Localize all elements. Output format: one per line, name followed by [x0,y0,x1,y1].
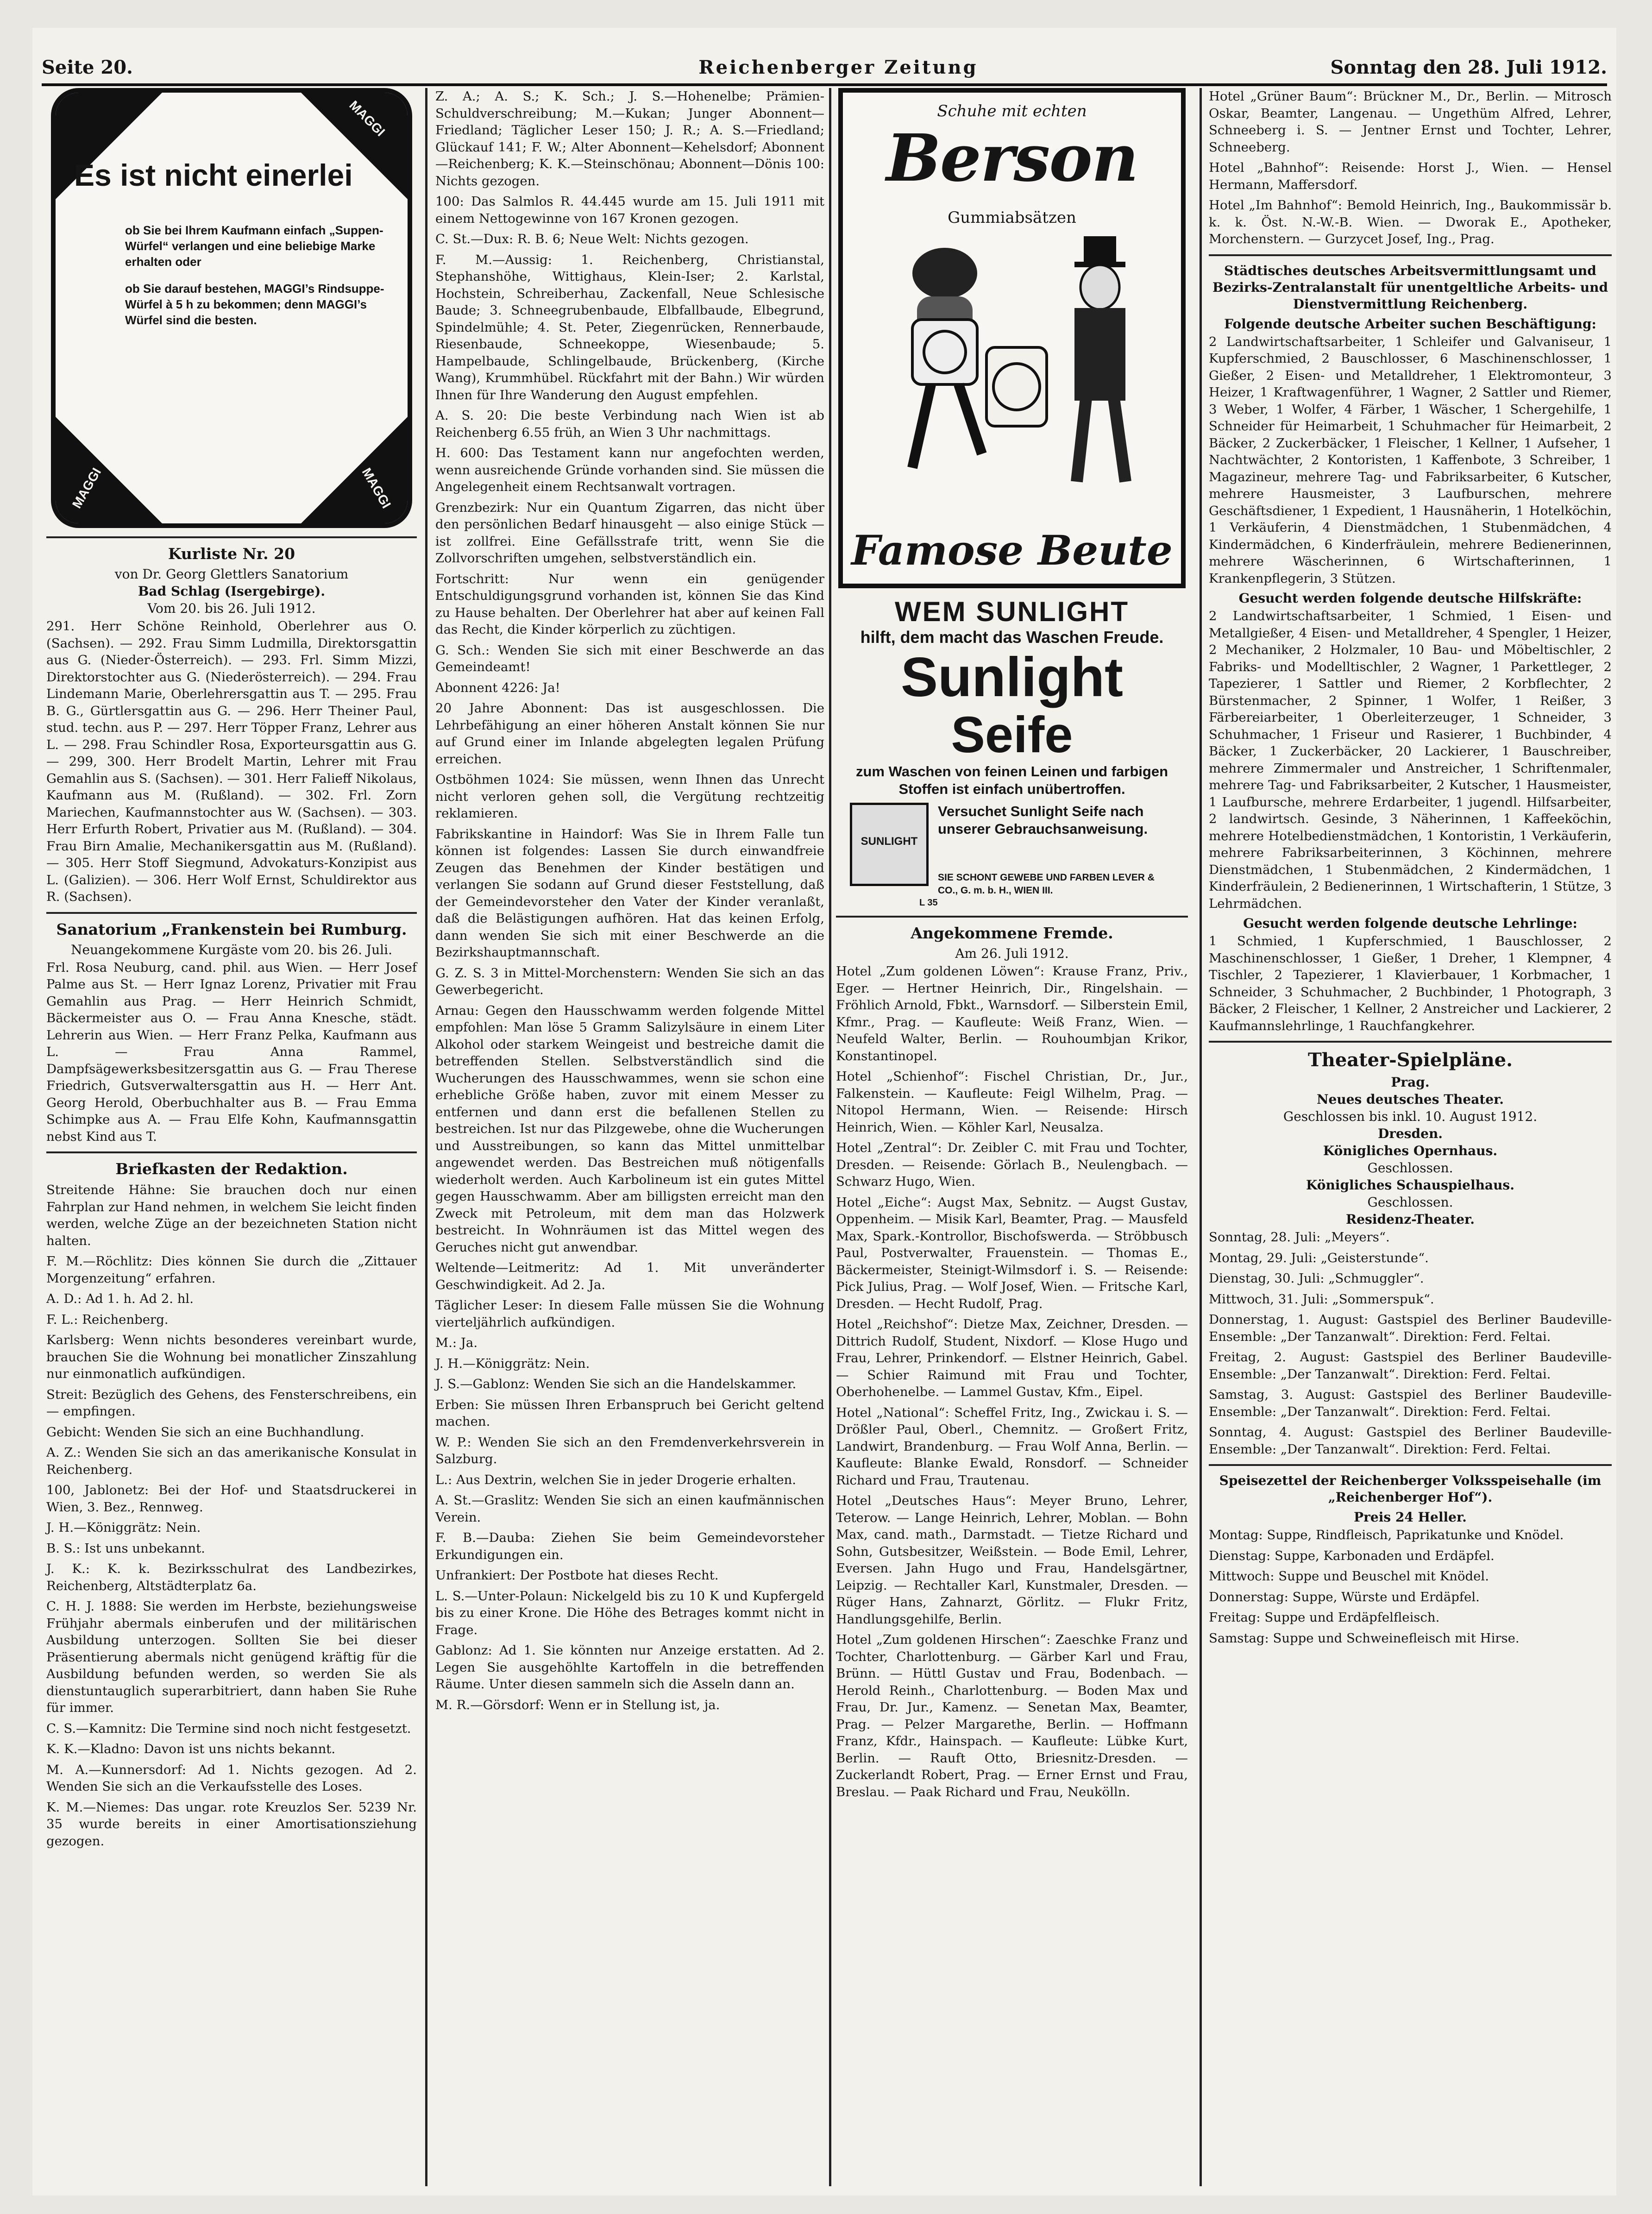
speise-entry: Freitag: Suppe und Erdäpfelfleisch. [1209,1610,1440,1625]
hilfs-lead: Gesucht werden folgende deutsche Hilfskräfte: [1238,591,1582,606]
soap-package-icon [850,803,929,886]
briefkasten-entry: 100, Jablonetz: Bei der Hof- und Staatsdruckerei in Wien, 3. Bez., Rennweg. [46,1483,417,1515]
sunlight-claim: zum Waschen von feinen Leinen und farbigen Stoffen ist einfach unübertroffen. [855,763,1168,797]
sunlight-company: SIE SCHONT GEWEBE UND FARBEN LEVER & CO., G. m. b. H., WIEN III. [938,872,1155,896]
briefkasten-entry: L. S.—Unter-Polaun: Nickelgeld bis zu 10 K und Kupfergeld bis zu einer Krone. Die Höhe des Betrages kommt nicht in Frage. [435,1588,824,1637]
maggi-body-line: ob Sie darauf bestehen, MAGGI’s Rindsuppe-Würfel à 5 h zu bekommen; denn MAGGI’s Würfel sind die besten. [125,282,384,327]
briefkasten-entry: L.: Aus Dextrin, welchen Sie in jeder Drogerie erhalten. [435,1472,797,1487]
briefkasten-entry: F. M.—Röchlitz: Dies können Sie durch die „Zittauer Morgenzeitung“ erfahren. [46,1254,417,1286]
hotel-entry: Hotel „Bahnhof“: Reisende: Horst J., Wien. — Hensel Hermann, Maffersdorf. [1209,160,1612,192]
sanatorium-text: Frl. Rosa Neuburg, cand. phil. aus Wien. — Herr Josef Palme aus St. — Herr Ignaz Lorenz, Privatier mit Frau Gemahlin aus Prag. — Herr Heinrich Schmidt, Bäckermeister aus O. — Frau Anna Knesche, städt. Lehrerin aus Wien. — Herr Franz Pelka, Kaufmann aus L. — Frau Anna Rammel, Dampfsägewerksbesitzersgattin aus G. — Frau Therese Friedrich, Gutsverwaltersgattin aus H. — Herr Ant. Georg Herold, Oberbuchhalter aus B. — Frau Emma Schimpke aus A. — Frau Elfe Kohn, Kaufmannsgattin nebst Kind aus T. [46,960,417,1144]
briefkasten-entry: J. H.—Königgrätz: Nein. [46,1520,201,1535]
maggi-body-line: ob Sie bei Ihrem Kaufmann einfach „Suppen-Würfel“ verlangen und eine beliebige Marke erhalten oder [125,223,383,269]
maggi-corner [301,417,408,523]
maggi-logo: MAGGI [346,98,388,139]
maggi-logo: MAGGI [69,465,104,511]
hotel-entry: Hotel „Zum goldenen Löwen“: Krause Franz, Priv., Eger. — Hertner Heinrich, Dir., Ringelshain. — Fröhlich Arnold, Fbkt., Warnsdorf. — Silberstein Emil, Kfmr., Prag. — Kaufleute: Weiß Franz, Wien. — Neufeld Walter, Berlin. — Rouhoumbjan Krikor, Konstantinopel. [836,964,1188,1063]
column-4 [1209,88,1612,1650]
theater-line: Königliches Schauspielhaus. [1306,1177,1514,1193]
sunlight-subline: hilft, dem macht das Waschen Freude. [860,628,1164,647]
briefkasten-entry: Abonnent 4226: Ja! [435,680,560,695]
theater-line: Geschlossen bis inkl. 10. August 1912. [1283,1109,1538,1124]
theater-line: Königliches Opernhaus. [1323,1143,1498,1158]
divider [46,536,417,538]
briefkasten-entry: C. St.—Dux: R. B. 6; Neue Welt: Nichts gezogen. [435,232,749,246]
speise-entry: Donnerstag: Suppe, Würste und Erdäpfel. [1209,1589,1480,1604]
maggi-advertisement [51,88,412,528]
briefkasten-entry: Fabrikskantine in Haindorf: Was Sie in Ihrem Falle tun können ist folgendes: Lassen Sie durch einwandfreie Zeugen das Benehmen der Kinder bestätigen und verlangen Sie sodann auf Grund dieser Feststellung, daß der Gemeindevorsteher den Vater der Kinder veranlaßt, daß die Belästigungen aufhören. Hat das keinen Erfolg, dann wenden Sie sich mit einer Beschwerde an die Bezirkshauptmannschaft. [435,826,824,960]
divider [46,912,417,914]
kurliste-title: Kurliste Nr. 20 [168,545,295,563]
sunlight-headline: WEM SUNLIGHT [895,596,1129,627]
berson-sub: Gummiabsätzen [948,208,1076,227]
speise-entry: Samstag: Suppe und Schweinefleisch mit Hirse. [1209,1630,1520,1646]
divider [1209,254,1612,256]
briefkasten-entry: F. L.: Reichenberg. [46,1312,169,1327]
briefkasten-entry: J. S.—Gablonz: Wenden Sie sich an die Handelskammer. [435,1377,797,1391]
maggi-body [125,222,384,328]
column-rule [425,88,427,2186]
briefkasten-entry: A. S. 20: Die beste Verbindung nach Wien ist ab Reichenberg 6.55 früh, an Wien 3 Uhr nachmittags. [435,408,824,440]
briefkasten-entry: Streitende Hähne: Sie brauchen doch nur einen Fahrplan zur Hand nehmen, in welchem Sie leicht finden werden, welche Züge an der bezeichneten Station nicht halten. [46,1182,417,1248]
column-rule [829,88,831,2186]
hotel-list [1209,88,1612,248]
speise-title: Speisezettel der Reichenberger Volksspeisehalle (im „Reichenberger Hof“). [1219,1473,1602,1505]
hotel-entry: Hotel „Eiche“: Augst Max, Sebnitz. — Augst Gustav, Oppenheim. — Misik Karl, Beamter, Prag. — Mausfeld Max, Spark.-Kontrollor, Bischofswerda. — Ströbbusch Paul, Postverwalter, Frauenstein. — Thomas E., Bäckermeister, Steinigt-Wilmsdorf i. S. — Reisende: Pick Julius, Prag. — Wolf Josef, Wien. — Fritsche Karl, Dresden. — Hecht Rudolf, Prag. [836,1195,1188,1311]
theater-line: Geschlossen. [1367,1195,1453,1210]
briefkasten-entry: Fortschritt: Nur wenn ein genügender Entschuldigungsgrund vorhanden ist, können Sie das Kind zu Hause behalten. Der Oberlehrer hat aber auf keinen Fall das Recht, die Kinder körperlich zu züchtigen. [435,571,824,637]
briefkasten-entry: J. K.: K. k. Bezirksschulrat des Landbezirkes, Reichenberg, Altstädterplatz 6a. [46,1561,417,1593]
kurliste-sub: Vom 20. bis 26. Juli 1912. [147,601,316,616]
theater-line: Residenz-Theater. [1346,1212,1475,1227]
hotel-entry: Hotel „Deutsches Haus“: Meyer Bruno, Lehrer, Teterow. — Lange Heinrich, Lehrer, Moblan. — Bohn Max, cand. math., Darmstadt. — Tietze Richard und Sohn, Gutsbesitzer, Weißstein. — Bode Emil, Lehrer, Eversen. Jahn Hugo und Frau, Handelsgärtner, Leipzig. — Rechtaller Karl, Kunstmaler, Dresden. — Rüger Hans, Zahnarzt, Görlitz. — Flukr Fritz, Handlungsgehilfe, Berlin. [836,1493,1188,1627]
sunlight-instruction: Versuchet Sunlight Seife nach unserer Gebrauchsanweisung. [938,803,1148,837]
page-header [42,51,1607,86]
residenz-entry: Donnerstag, 1. August: Gastspiel des Berliner Baudeville-Ensemble: „Der Tanzanwalt“. Direktion: Ferd. Feltai. [1209,1312,1612,1344]
sunlight-brand: Sunlight [901,646,1123,708]
column-2 [435,88,824,1717]
residenz-entry: Sonntag, 4. August: Gastspiel des Berliner Baudeville-Ensemble: „Der Tanzanwalt“. Direktion: Ferd. Feltai. [1209,1425,1612,1457]
sunlight-advertisement [841,596,1183,909]
divider [1209,1041,1612,1043]
briefkasten-entry: Weltende—Leitmeritz: Ad 1. Mit unveränderter Geschwindigkeit. Ad 2. Ja. [435,1260,824,1292]
briefkasten-entry: F. M.—Aussig: 1. Reichenberg, Christianstal, Stephanshöhe, Wittighaus, Klein-Iser; 2. Karlstal, Hochstein, Schreiberhau, Zackenfall, Neue Schlesische Baude; 3. Schneegrubenbaude, Elbfallbaude, Elbegrund, Spindelmühle; 4. St. Peter, Ziegenrücken, Rennerbaude, Riesenbaude, Schneekoppe, Wiesenbaude; 5. Hampelbaude, Schlingelbaude, Brückenberg, (Kirche Wang), Krummhübel. Rückfahrt mit der Bahn.) Wir würden Ihnen für Ihre Wanderung den August empfehlen. [435,252,824,403]
arbeit-title: Städtisches deutsches Arbeitsvermittlungsamt und Bezirks-Zentralanstalt für unentgeltliche Arbeits- und Dienstvermittlung Reichenberg. [1212,263,1608,312]
briefkasten-entry: Unfrankiert: Der Postbote hat dieses Recht. [435,1568,719,1583]
sanatorium-title: Sanatorium „Frankenstein bei Rumburg. [56,920,407,938]
hilfs-text: 2 Landwirtschaftsarbeiter, 1 Schmied, 1 Eisen- und Metallgießer, 4 Eisen- und Metalldreher, 4 Spengler, 1 Heizer, 2 Mechaniker, 2 Holzmaler, 10 Bau- und Möbeltischler, 2 Fabriks- und Modelltischler, 2 Wagner, 1 Parkettleger, 2 Tapezierer, 1 Sattler und Riemer, 2 Korbflechter, 2 Bürstenmacher, 2 Spinner, 1 Wolfer, 1 Reißer, 3 Färbereiarbeiter, 1 Oberleiterzeuger, 1 Schneider, 3 Schuhmacher, 1 Friseur und Rasierer, 1 Buchbinder, 4 Bäcker, 1 Zuckerbäcker, 20 Lackierer, 1 Bauschreiber, mehrere Zimmermaler und Anstreicher, 1 Schriftenmaler, mehrere Tag- und Fabriksarbeiter, 2 Kutscher, 1 Hausmeister, 1 Laufbursche, mehrere Erdarbeiter, 1 jugendl. Hilfsarbeiter, 2 landwirtsch. Gesinde, 3 Näherinnen, 1 Kaffeeköchin, mehrere Hotelbedienstmädchen, 1 Kontoristin, 1 Verkäuferin, mehrere Fabriksarbeiterinnen, 3 Köchinnen, mehrere Dienstmädchen, 1 Stubenmädchen, 2 Kindermädchen, 1 Kinderfräulein, 2 Bedienerinnen, 1 Wirtschafterin, 1 Stütze, 3 Lehrmädchen. [1209,609,1612,911]
briefkasten-entry: G. Z. S. 3 in Mittel-Morchenstern: Wenden Sie sich an das Gewerbegericht. [435,965,824,997]
speise-list [1209,1527,1612,1647]
speise-entry: Mittwoch: Suppe und Beuschel mit Knödel. [1209,1569,1489,1584]
briefkasten-entry: C. H. J. 1888: Sie werden im Herbste, beziehungsweise Frühjahr abermals einberufen und der militärischen Ausbildung unterzogen. Sollten Sie bei dieser Präsentierung abermals nicht genügend kräftig für die Ausbildung befunden werden, so werden Sie als dienstuntauglich superarbitriert, dann haben Sie Ruhe für immer. [46,1599,417,1715]
maggi-logo: MAGGI [359,465,394,511]
sunlight-box [850,803,1174,909]
kurliste-sub: Bad Schlag (Isergebirge). [138,584,326,599]
briefkasten-entry: A. D.: Ad 1. h. Ad 2. hl. [46,1291,194,1306]
briefkasten-entry: Gebicht: Wenden Sie sich an eine Buchhandlung. [46,1424,364,1440]
column-1 [46,88,417,1853]
fremde-list [836,963,1188,1800]
residenz-list [1209,1229,1612,1458]
briefkasten-entry: Karlsberg: Wenn nichts besonderes vereinbart wurde, brauchen Sie die Wohnung bei monatlicher Zinszahlung nur einmonatlich aufkündigen. [46,1333,417,1381]
briefkasten-entry: Arnau: Gegen den Hausschwamm werden folgende Mittel empfohlen: Man löse 5 Gramm Salizylsäure in einem Liter Alkohol oder starkem Weingeist und bestreiche damit die betreffenden Stellen. Selbstverständlich sind die Wucherungen des Hausschwammes, wenn sie schon eine erhebliche Größe haben, zuvor mit einem Messer zu entfernen und dann erst die befallenen Stellen zu bestreichen. Ist nur das Pilzgewebe, ohne die Wucherungen und Ausstreibungen, so kann das Mittel unmittelbar angewendet werden. Das Bestreichen muß nötigenfalls wiederholt werden. Auch Karbolineum ist ein gutes Mittel gegen Hausschwamm. Aber am billigsten erreicht man den Zweck mit Petroleum, mit dem man das Holzwerk bestreicht. In Wohnräumen ist das Mittel wegen des Geruches nicht gut anwendbar. [435,1003,824,1255]
briefkasten-entry: H. 600: Das Testament kann nur angefochten werden, wenn ausreichende Gründe vorhanden sind. Sie müssen die Angelegenheit einem Rechtsanwalt vortragen. [435,446,824,494]
briefkasten-entry: Z. A.; A. S.; K. Sch.; J. S.—Hohenelbe; Prämien-Schuldverschreibung; M.—Kukan; Junger Abonnent—Friedland; Täglicher Leser 150; J. R.; A. S.—Friedland; Glückauf 141; F. W.; Alter Abonnent—Kehelsdorf; Abonnent—Reichenberg; K. K.—Steinschönau; Abonnent—Dönis 100: Nichts gezogen. [435,89,824,189]
berson-illustration [843,236,1181,496]
hotel-entry: Hotel „Schienhof“: Fischel Christian, Dr., Jur., Falkenstein. — Kaufleute: Feigl Wilhelm, Prag. — Nitopol Hermann, Wien. — Reisende: Hirsch Heinrich, Wien. — Köhler Karl, Neusalza. [836,1069,1188,1135]
residenz-entry: Freitag, 2. August: Gastspiel des Berliner Baudeville-Ensemble: „Der Tanzanwalt“. Direktion: Ferd. Feltai. [1209,1350,1612,1382]
column-3 [836,88,1188,1804]
speise-price: Preis 24 Heller. [1354,1510,1467,1525]
soap-package-label: SUNLIGHT [861,835,918,848]
hotel-entry: Hotel „Zum goldenen Hirschen“: Zaeschke Franz und Tochter, Charlottenburg. — Gärber Karl und Frau, Brünn. — Hüttl Gustav und Frau, Bodenbach. — Herold Reinh., Charlottenburg. — Boden Max und Frau, Dr. Jur., Kamenz. — Senetan Max, Beamter, Prag. — Pelzer Margarethe, Berlin. — Hoffmann Franz, Kfdr., Hainspach. — Kaufleute: Lübke Kurt, Berlin. — Rauft Otto, Briesnitz-Dresden. — Zuckerlandt Robert, Prag. — Erner Ernst und Frau, Breslau. — Paak Richard und Frau, Neukölln. [836,1632,1188,1799]
briefkasten-col1 [46,1182,417,1849]
sanatorium-sub: Neuangekommene Kurgäste vom 20. bis 26. Juli. [71,942,392,957]
briefkasten-entry: Täglicher Leser: In diesem Falle müssen Sie die Wohnung vierteljährlich aufkündigen. [435,1298,824,1330]
kurliste-text: 291. Herr Schöne Reinhold, Oberlehrer aus O. (Sachsen). — 292. Frau Simm Ludmilla, Direktorsgattin aus G. (Nieder-Österreich). — 293. Frl. Simm Mizzi, Direktorstochter aus G. (Niederösterreich). — 294. Frau Lindemann Marie, Oberlehrersgattin aus T. — 295. Frau B. G., Gürtlersgattin aus G. — 296. Herr Theiner Paul, stud. techn. aus P. — 297. Herr Töpper Franz, Lehrer aus L. — 298. Frau Schindler Rosa, Exporteursgattin aus G. — 299, 300. Herr Brodelt Martin, Lehrer mit Frau Gemahlin aus S. (Sachsen). — 301. Herr Falieff Nikolaus, Kaufmann aus M. (Rußland). — 302. Frl. Zorn Mariechen, Kaufmannstochter aus W. (Sachsen). — 303. Herr Erfurth Robert, Privatier aus M. (Rußland). — 304. Frau Birn Amalie, Mechanikersgattin aus M. (Rußland). — 305. Herr Stoff Siegmund, Advokaturs-Konzipist aus L. (Galizien). — 306. Herr Wolf Ernst, Schuldirektor aus R. (Sachsen). [46,619,417,904]
fremde-date: Am 26. Juli 1912. [955,946,1069,961]
briefkasten-entry: M. A.—Kunnersdorf: Ad 1. Nichts gezogen. Ad 2. Wenden Sie sich an die Verkaufsstelle des Loses. [46,1762,417,1794]
kurliste-sub: von Dr. Georg Glettlers Sanatorium [114,566,349,582]
theater-line: Dresden. [1377,1126,1443,1141]
briefkasten-entry: C. S.—Kamnitz: Die Termine sind noch nicht festgesetzt. [46,1721,411,1736]
residenz-entry: Montag, 29. Juli: „Geisterstunde“. [1209,1250,1429,1265]
theater-line: Prag. [1391,1075,1430,1090]
briefkasten-entry: B. S.: Ist uns unbekannt. [46,1541,205,1556]
briefkasten-entry: K. K.—Kladno: Davon ist uns nichts bekannt. [46,1742,336,1756]
briefkasten-entry: Gablonz: Ad 1. Sie könnten nur Anzeige erstatten. Ad 2. Legen Sie ausgehöhlte Kartoffeln in die betreffenden Räume. Unter diesen sammeln sich die Asseln dann an. [435,1643,824,1692]
lehr-text: 1 Schmied, 1 Kupferschmied, 1 Bauschlosser, 2 Maschinenschlosser, 1 Gießer, 1 Dreher, 1 Klempner, 4 Tischler, 2 Tapezierer, 1 Klavierbauer, 1 Korbmacher, 1 Schneider, 3 Schuhmacher, 2 Buchbinder, 1 Photograph, 3 Bäcker, 2 Fleischer, 1 Kellner, 2 Anstreicher und Lackierer, 2 Kaufmannslehrlinge, 1 Rauchfangkehrer. [1209,934,1612,1033]
theater-line: Neues deutsches Theater. [1316,1092,1504,1107]
berson-tagline: Schuhe mit echten [937,102,1087,120]
speise-entry: Montag: Suppe, Rindfleisch, Paprikatunke und Knödel. [1209,1528,1564,1542]
theater-line: Geschlossen. [1367,1160,1453,1176]
arbeit-text: 2 Landwirtschaftsarbeiter, 1 Schleifer und Galvaniseur, 1 Kupferschmied, 2 Bauschlosser, 6 Maschinenschlosser, 1 Gießer, 2 Eisen- und Metalldreher, 1 Elektromonteur, 3 Heizer, 1 Kraftwagenführer, 1 Wagner, 2 Sattler und Riemer, 3 Weber, 1 Wolfer, 4 Färber, 1 Wäscher, 1 Schergehilfe, 1 Schneider für Heimarbeit, 1 Schuhmacher für Heimarbeit, 2 Bäcker, 2 Zuckerbäcker, 1 Fleischer, 1 Kellner, 1 Aufseher, 1 Nachtwächter, 2 Kontoristen, 1 Kaffenbote, 3 Schreiber, 1 Magazineur, mehrere Tag- und Fabriksarbeiter, 6 Kutscher, mehrere Hausmeister, 3 Laufburschen, mehrere Geschäftsdiener, 1 Expedient, 1 Hausnäherin, 1 Hotelköchin, 1 Verkäuferin, 4 Dienstmädchen, 1 Stubenmädchen, 4 Kindermädchen, 6 Kinderfräulein, mehrere Bedienerinnen, mehrere Wäscherinnen, 6 Wirtschafterinnen, 1 Krankenpflegerin, 3 Stützen. [1209,334,1612,586]
arbeit-lead: Folgende deutsche Arbeiter suchen Beschäftigung: [1224,316,1596,332]
issue-date: Sonntag den 28. Juli 1912. [1330,57,1607,78]
briefkasten-entry: Grenzbezirk: Nur ein Quantum Zigarren, das nicht über den persönlichen Bedarf hinausgeht — also einige Stück — ist zollfrei. Eine Gefällsstrafe tritt, wenn Sie die Zollvorschriften umgehen, selbstverständlich ein. [435,500,824,566]
theater-title: Theater-Spielpläne. [1307,1049,1513,1071]
hotel-entry: Hotel „Grüner Baum“: Brückner M., Dr., Berlin. — Mitrosch Oskar, Beamter, Langenau. — Ungethüm Alfred, Lehrer, Schneeberg i. S. — Jentner Ernst und Tochter, Lehrer, Schneeberg. [1209,89,1612,155]
theater-list [1209,1075,1612,1227]
briefkasten-entry: G. Sch.: Wenden Sie sich mit einer Beschwerde an das Gemeindeamt! [435,642,824,674]
divider [46,1151,417,1153]
sunlight-code: L 35 [919,898,938,908]
briefkasten-entry: Ostböhmen 1024: Sie müssen, wenn Ihnen das Unrecht nicht verloren gehen soll, die Vergütung rechtzeitig reklamieren. [435,772,824,821]
lehr-lead: Gesucht werden folgende deutsche Lehrlinge: [1243,916,1577,931]
hotel-entry: Hotel „Im Bahnhof“: Bemold Heinrich, Ing., Baukommissär b. k. k. Öst. N.-W.-B. Wien. — Dworak E., Apotheker, Morchenstern. — Gurzycet Josef, Ing., Prag. [1209,198,1612,246]
berson-brand: Berson [886,120,1138,196]
residenz-entry: Mittwoch, 31. Juli: „Sommerspuk“. [1209,1291,1434,1307]
berson-slogan: Famose Beute [851,526,1173,574]
briefkasten-entry: 100: Das Salmlos R. 44.445 wurde am 15. Juli 1911 mit einem Nettogewinne von 167 Kronen gezogen. [435,194,824,226]
briefkasten-entry: K. M.—Niemes: Das ungar. rote Kreuzlos Ser. 5239 Nr. 35 wurde bereits in einer Amortisationsziehung gezogen. [46,1799,417,1849]
briefkasten-col2 [435,88,824,1713]
column-rule [1200,88,1202,2186]
briefkasten-entry: Streit: Bezüglich des Gehens, des Fensterschreibens, ein — empfingen. [46,1387,417,1419]
residenz-entry: Dienstag, 30. Juli: „Schmuggler“. [1209,1271,1424,1286]
fremde-title: Angekommene Fremde. [911,924,1113,942]
newspaper-title: Reichenberger Zeitung [698,57,978,78]
maggi-headline: Es ist nicht einerlei [74,158,353,192]
briefkasten-entry: J. H.—Königgrätz: Nein. [435,1356,590,1371]
hotel-entry: Hotel „Zentral“: Dr. Zeibler C. mit Frau und Tochter, Dresden. — Reisende: Görlach B., Neulengbach. — Schwarz Hugo, Wien. [836,1140,1188,1189]
hotel-entry: Hotel „National“: Scheffel Fritz, Ing., Zwickau i. S. — Drößler Paul, Oberl., Chemnitz. — Großert Fritz, Landwirt, Brandenburg. — Frau Wolf Anna, Berlin. — Kaufleute: Blanke Ewald, Ronsdorf. — Schneider Richard und Frau, Trautenau. [836,1405,1188,1488]
residenz-entry: Samstag, 3. August: Gastspiel des Berliner Baudeville-Ensemble: „Der Tanzanwalt“. Direktion: Ferd. Feltai. [1209,1387,1612,1419]
divider [1209,1464,1612,1466]
briefkasten-entry: W. P.: Wenden Sie sich an den Fremdenverkehrsverein in Salzburg. [435,1434,824,1466]
speise-entry: Dienstag: Suppe, Karbonaden und Erdäpfel. [1209,1548,1495,1563]
page-number: Seite 20. [42,57,133,78]
hotel-entry: Hotel „Reichshof“: Dietze Max, Zeichner, Dresden. — Dittrich Rudolf, Student, Nixdorf. — Klose Hugo und Frau, Lehrer, Prinkendorf. — Elstner Heinrich, Gabel. — Schier Raimund mit Frau und Tochter, Oberhohenelbe. — Lammel Gustav, Kfm., Eipel. [836,1317,1188,1399]
briefkasten-entry: 20 Jahre Abonnent: Das ist ausgeschlossen. Die Lehrbefähigung an einer höheren Anstalt können Sie nur auf Grund einer im Inlande abgelegten legalen Prüfung erreichen. [435,701,824,767]
maggi-corner [56,417,162,523]
briefkasten-entry: M.: Ja. [435,1335,478,1350]
briefkasten-entry: Erben: Sie müssen Ihren Erbanspruch bei Gericht geltend machen. [435,1397,824,1429]
briefkasten-entry: M. R.—Görsdorf: Wenn er in Stellung ist, ja. [435,1697,720,1712]
residenz-entry: Sonntag, 28. Juli: „Meyers“. [1209,1230,1390,1245]
briefkasten-title: Briefkasten der Redaktion. [115,1160,348,1178]
briefkasten-entry: A. St.—Graslitz: Wenden Sie sich an einen kaufmännischen Verein. [435,1493,824,1525]
briefkasten-entry: A. Z.: Wenden Sie sich an das amerikanische Konsulat in Reichenberg. [46,1445,417,1477]
briefkasten-entry: F. B.—Dauba: Ziehen Sie beim Gemeindevorsteher Erkundigungen ein. [435,1530,824,1562]
berson-advertisement [838,88,1186,588]
sunlight-product: Seife [951,706,1073,763]
divider [836,916,1188,918]
